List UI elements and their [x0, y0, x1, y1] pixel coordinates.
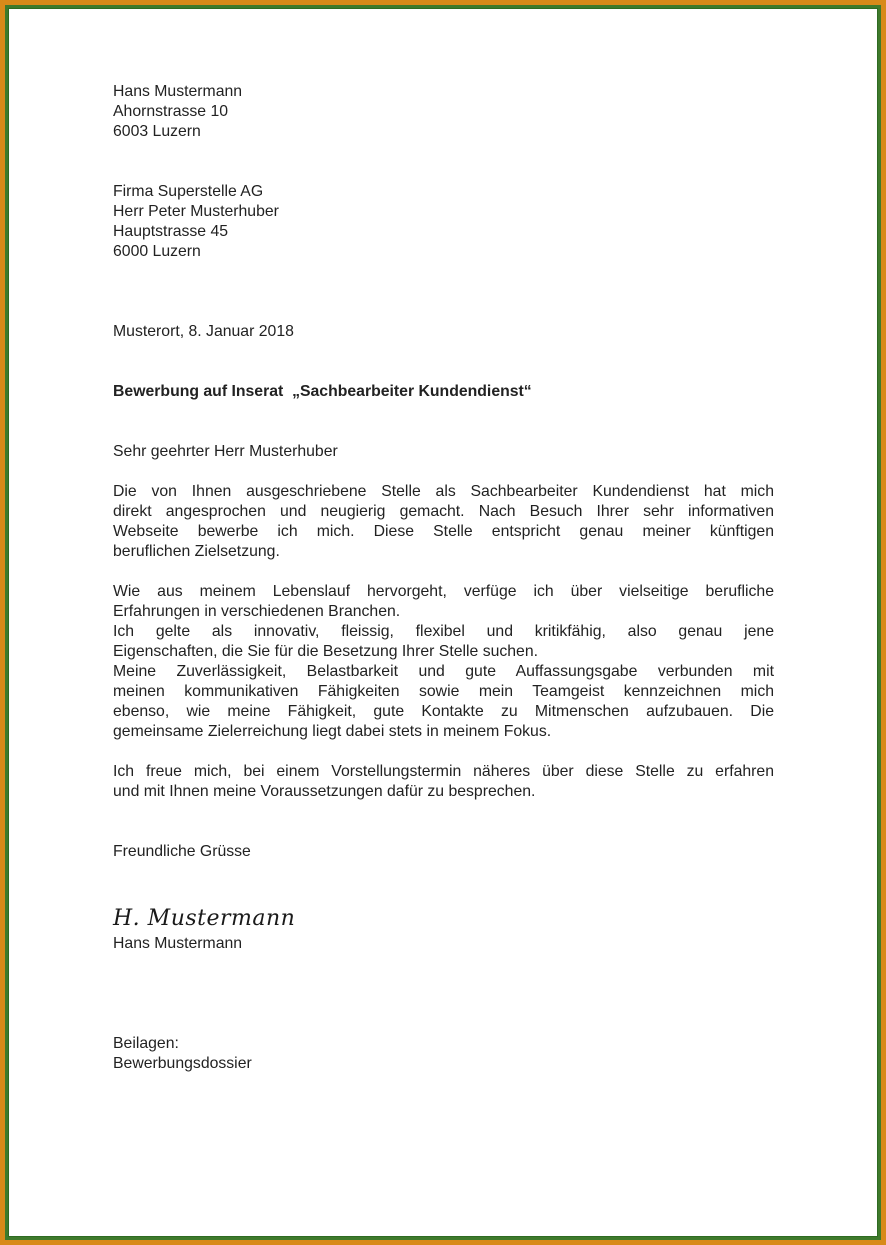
sender-address [113, 82, 774, 142]
paragraph-2 [113, 582, 774, 742]
enclosures [113, 1034, 774, 1074]
enclosures-label: Beilagen: [113, 1035, 179, 1052]
recipient-person: Herr Peter Musterhuber [113, 203, 279, 220]
paragraph-line: Wie aus meinem Lebenslauf hervorgeht, verfüge ich über vielseitige berufliche [113, 583, 774, 600]
paragraph-line: meinen kommunikativen Fähigkeiten sowie mein Teamgeist kennzeichnen mich [113, 683, 774, 700]
date-line: Musterort, 8. Januar 2018 [113, 323, 294, 340]
signature-text: H. Mustermann [113, 906, 296, 931]
sender-city: 6003 Luzern [113, 123, 201, 140]
recipient-company: Firma Superstelle AG [113, 183, 264, 200]
paragraph-1 [113, 482, 774, 562]
recipient-street: Hauptstrasse 45 [113, 223, 229, 240]
sender-street: Ahornstrasse 10 [113, 103, 229, 120]
subject-line: Bewerbung auf Inserat „Sachbearbeiter Kundendienst“ [113, 383, 532, 400]
paragraph-line: Die von Ihnen ausgeschriebene Stelle als Sachbearbeiter Kundendienst hat mich [113, 483, 774, 500]
signature-printed-name: Hans Mustermann [113, 935, 243, 952]
paragraph-line: ebenso, wie meine Fähigkeit, gute Kontakte zu Mitmenschen aufzubauen. Die [113, 703, 774, 720]
paragraph-line: gemeinsame Zielerreichung liegt dabei stets in meinem Fokus. [113, 723, 552, 740]
paragraph-line: Eigenschaften, die Sie für die Besetzung Ihrer Stelle suchen. [113, 643, 539, 660]
paragraph-line: Ich freue mich, bei einem Vorstellungstermin näheres über diese Stelle zu erfahren [113, 763, 774, 780]
paragraph-line: direkt angesprochen und neugierig gemacht. Nach Besuch Ihrer sehr informativen [113, 503, 774, 520]
paragraph-line: beruflichen Zielsetzung. [113, 543, 280, 560]
salutation: Sehr geehrter Herr Musterhuber [113, 443, 338, 460]
recipient-address [113, 182, 774, 262]
closing: Freundliche Grüsse [113, 843, 251, 860]
paragraph-line: Erfahrungen in verschiedenen Branchen. [113, 603, 401, 620]
paragraph-line: Meine Zuverlässigkeit, Belastbarkeit und gute Auffassungsgabe verbunden mit [113, 663, 774, 680]
paragraph-3 [113, 762, 774, 802]
paragraph-line: Ich gelte als innovativ, fleissig, flexibel und kritikfähig, also genau jene [113, 623, 774, 640]
paragraph-line: Webseite bewerbe ich mich. Diese Stelle entspricht genau meiner künftigen [113, 523, 774, 540]
sender-name: Hans Mustermann [113, 83, 243, 100]
paragraph-line: und mit Ihnen meine Voraussetzungen dafür zu besprechen. [113, 783, 536, 800]
enclosures-item: Bewerbungsdossier [113, 1055, 252, 1072]
handwritten-signature [113, 906, 295, 931]
recipient-city: 6000 Luzern [113, 243, 201, 260]
